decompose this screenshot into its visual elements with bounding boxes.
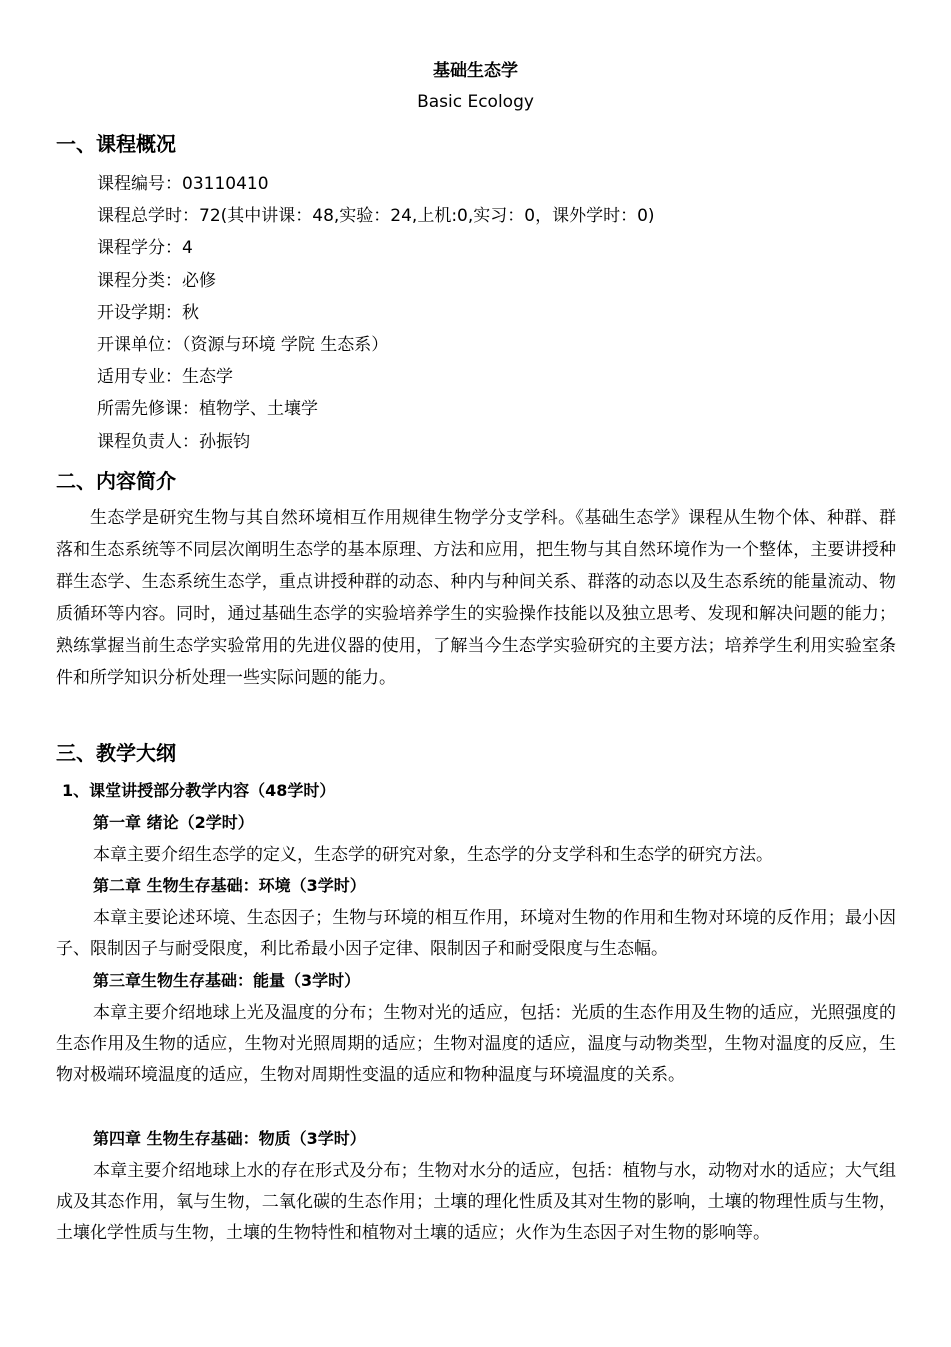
- document-subtitle: Basic Ecology: [417, 92, 534, 112]
- section-heading-overview: 一、课程概况: [56, 132, 176, 156]
- outline-part-heading: 1、课堂讲授部分教学内容（48学时）: [62, 781, 336, 800]
- chapter-title: 第二章 生物生存基础：环境（3学时）: [93, 876, 366, 895]
- chapter-text: 本章主要论述环境、生态因子；生物与环境的相互作用，环境对生物的作用和生物对环境的反作用；最小因子、限制因子与耐受限度，利比希最小因子定律、限制因子和耐受限度与生态幅。: [56, 908, 896, 959]
- course-info-item: 适用专业：生态学: [97, 367, 233, 388]
- course-info-list: [97, 168, 655, 458]
- section-heading-outline: 三、教学大纲: [56, 741, 176, 765]
- course-info-item: 课程负责人：孙振钧: [97, 431, 250, 452]
- chapter-title: 第四章 生物生存基础：物质（3学时）: [93, 1129, 366, 1148]
- course-info-item: 课程学分：4: [97, 238, 193, 259]
- course-info-item: 课程编号：03110410: [97, 174, 269, 194]
- course-info-item: 课程分类：必修: [97, 270, 216, 291]
- chapter-title: 第三章生物生存基础：能量（3学时）: [93, 971, 361, 990]
- course-info-item: 开设学期：秋: [97, 302, 199, 323]
- course-info-item: 开课单位：（资源与环境 学院 生态系）: [97, 335, 389, 356]
- chapter-text: 本章主要介绍地球上水的存在形式及分布；生物对水分的适应，包括：植物与水，动物对水的适应；大气组成及其态作用，氧与生物，二氧化碳的生态作用；土壤的理化性质及其对生物的影响，土壤的物理性质与生物，土壤化学性质与生物，土壤的生物特性和植物对土壤的适应；火作为生态因子对生物的影响等。: [56, 1161, 896, 1243]
- chapter-text: 本章主要介绍地球上光及温度的分布；生物对光的适应，包括：光质的生态作用及生物的适应，光照强度的生态作用及生物的适应，生物对光照周期的适应；生物对温度的适应，温度与动物类型，生物对温度的反应，生物对极端环境温度的适应，生物对周期性变温的适应和物种温度与环境温度的关系。: [56, 1003, 896, 1085]
- chapter-text: 本章主要介绍生态学的定义，生态学的研究对象，生态学的分支学科和生态学的研究方法。: [93, 845, 773, 865]
- intro-paragraph: 生态学是研究生物与其自然环境相互作用规律生物学分支学科。《基础生态学》课程从生物个体、种群、群落和生态系统等不同层次阐明生态学的基本原理、方法和应用，把生物与其自然环境作为一个整体，主要讲授种群生态学、生态系统生态学，重点讲授种群的动态、种内与种间关系、群落的动态以及生态系统的能量流动、物质循环等内容。同时，通过基础生态学的实验培养学生的实验操作技能以及独立思考、发现和解决问题的能力；熟练掌握当前生态学实验常用的先进仪器的使用，了解当今生态学实验研究的主要方法；培养学生利用实验室条件和所学知识分析处理一些实际问题的能力。: [56, 508, 896, 688]
- course-info-item: 课程总学时：72(其中讲课：48,实验：24,上机:0,实习：0，课外学时：0): [97, 206, 655, 227]
- chapter-title: 第一章 绪论（2学时）: [93, 813, 254, 832]
- document-title: 基础生态学: [433, 61, 518, 81]
- course-info-item: 所需先修课：植物学、土壤学: [97, 399, 318, 420]
- section-heading-intro: 二、内容简介: [56, 469, 176, 493]
